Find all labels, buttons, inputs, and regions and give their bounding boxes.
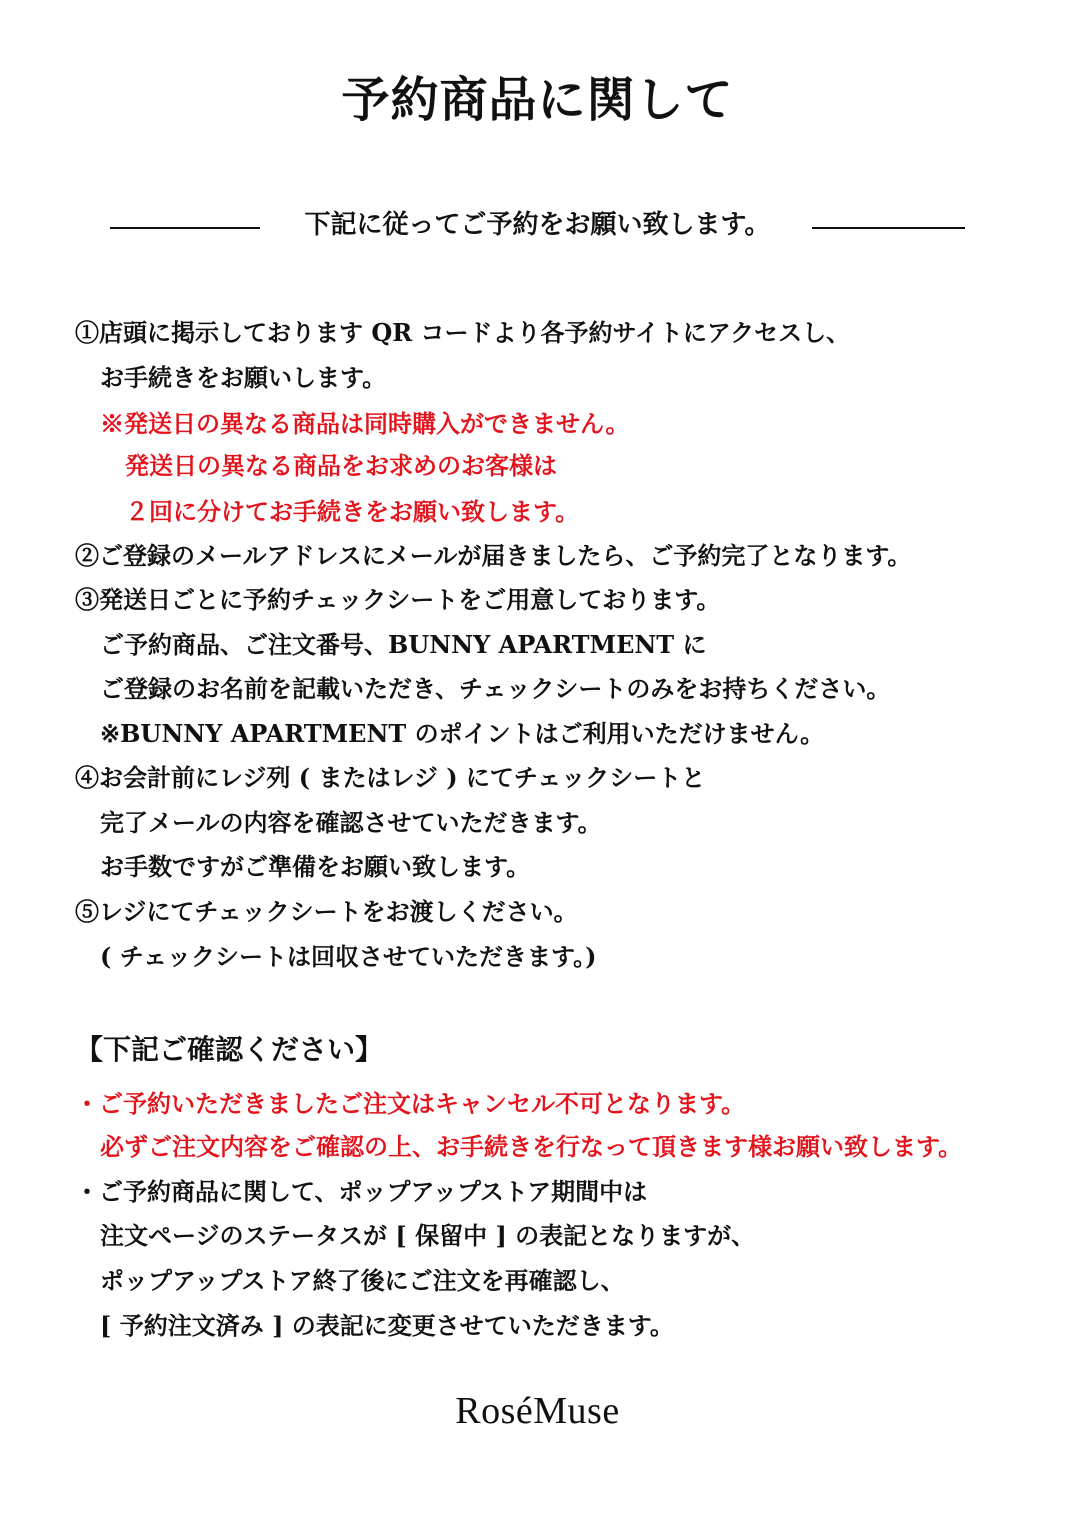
instruction-step-3-cont: ご予約商品、ご注文番号、BUNNY APARTMENT に	[100, 630, 707, 659]
notice-item-status: ・ご予約商品に関して、ポップアップストア期間中は	[75, 1177, 648, 1206]
notice-item-cancel-cont: 必ずご注文内容をご確認の上、お手続きを行なって頂きます様お願い致します。	[100, 1132, 963, 1161]
notice-item-cancel: ・ご予約いただきましたご注文はキャンセル不可となります。	[75, 1089, 746, 1118]
shipping-warning: ※発送日の異なる商品は同時購入ができません。	[100, 409, 630, 438]
notice-item-status-cont: ポップアップストア終了後にご注文を再確認し、	[100, 1266, 625, 1295]
instruction-step-1: ①店頭に掲示しております QR コードより各予約サイトにアクセスし、	[75, 318, 851, 347]
shipping-warning-cont: 発送日の異なる商品をお求めのお客様は	[125, 451, 557, 480]
points-note: ※BUNNY APARTMENT のポイントはご利用いただけません。	[100, 719, 825, 748]
shipping-warning-cont: ２回に分けてお手続きをお願い致します。	[125, 497, 580, 526]
subtitle: 下記に従ってご予約をお願い致します。	[304, 210, 771, 240]
instruction-step-4-cont: 完了メールの内容を確認させていただきます。	[100, 808, 602, 837]
page-title: 予約商品に関して	[341, 72, 734, 128]
instruction-step-4-cont: お手数ですがご準備をお願い致します。	[100, 852, 531, 881]
notice-item-status-cont: [ 予約注文済み ] の表記に変更させていただきます。	[100, 1311, 674, 1340]
brand-logo: RoséMuse	[455, 1390, 620, 1432]
subtitle-rule-right	[812, 227, 965, 229]
notice-item-status-cont: 注文ページのステータスが [ 保留中 ] の表記となりますが、	[100, 1221, 756, 1250]
instruction-step-5-cont: ( チェックシートは回収させていただきます。)	[100, 942, 597, 971]
instruction-step-1-cont: お手続きをお願いします。	[100, 363, 387, 392]
instruction-step-5: ⑤レジにてチェックシートをお渡しください。	[75, 897, 578, 926]
instruction-step-2: ②ご登録のメールアドレスにメールが届きましたら、ご予約完了となります。	[75, 541, 912, 570]
instruction-step-4: ④お会計前にレジ列 ( またはレジ ) にてチェックシートと	[75, 763, 706, 792]
instruction-step-3-cont: ご登録のお名前を記載いただき、チェックシートのみをお持ちください。	[100, 674, 891, 703]
notice-heading: 【下記ご確認ください】	[75, 1033, 384, 1066]
instruction-step-3: ③発送日ごとに予約チェックシートをご用意しております。	[75, 585, 721, 614]
